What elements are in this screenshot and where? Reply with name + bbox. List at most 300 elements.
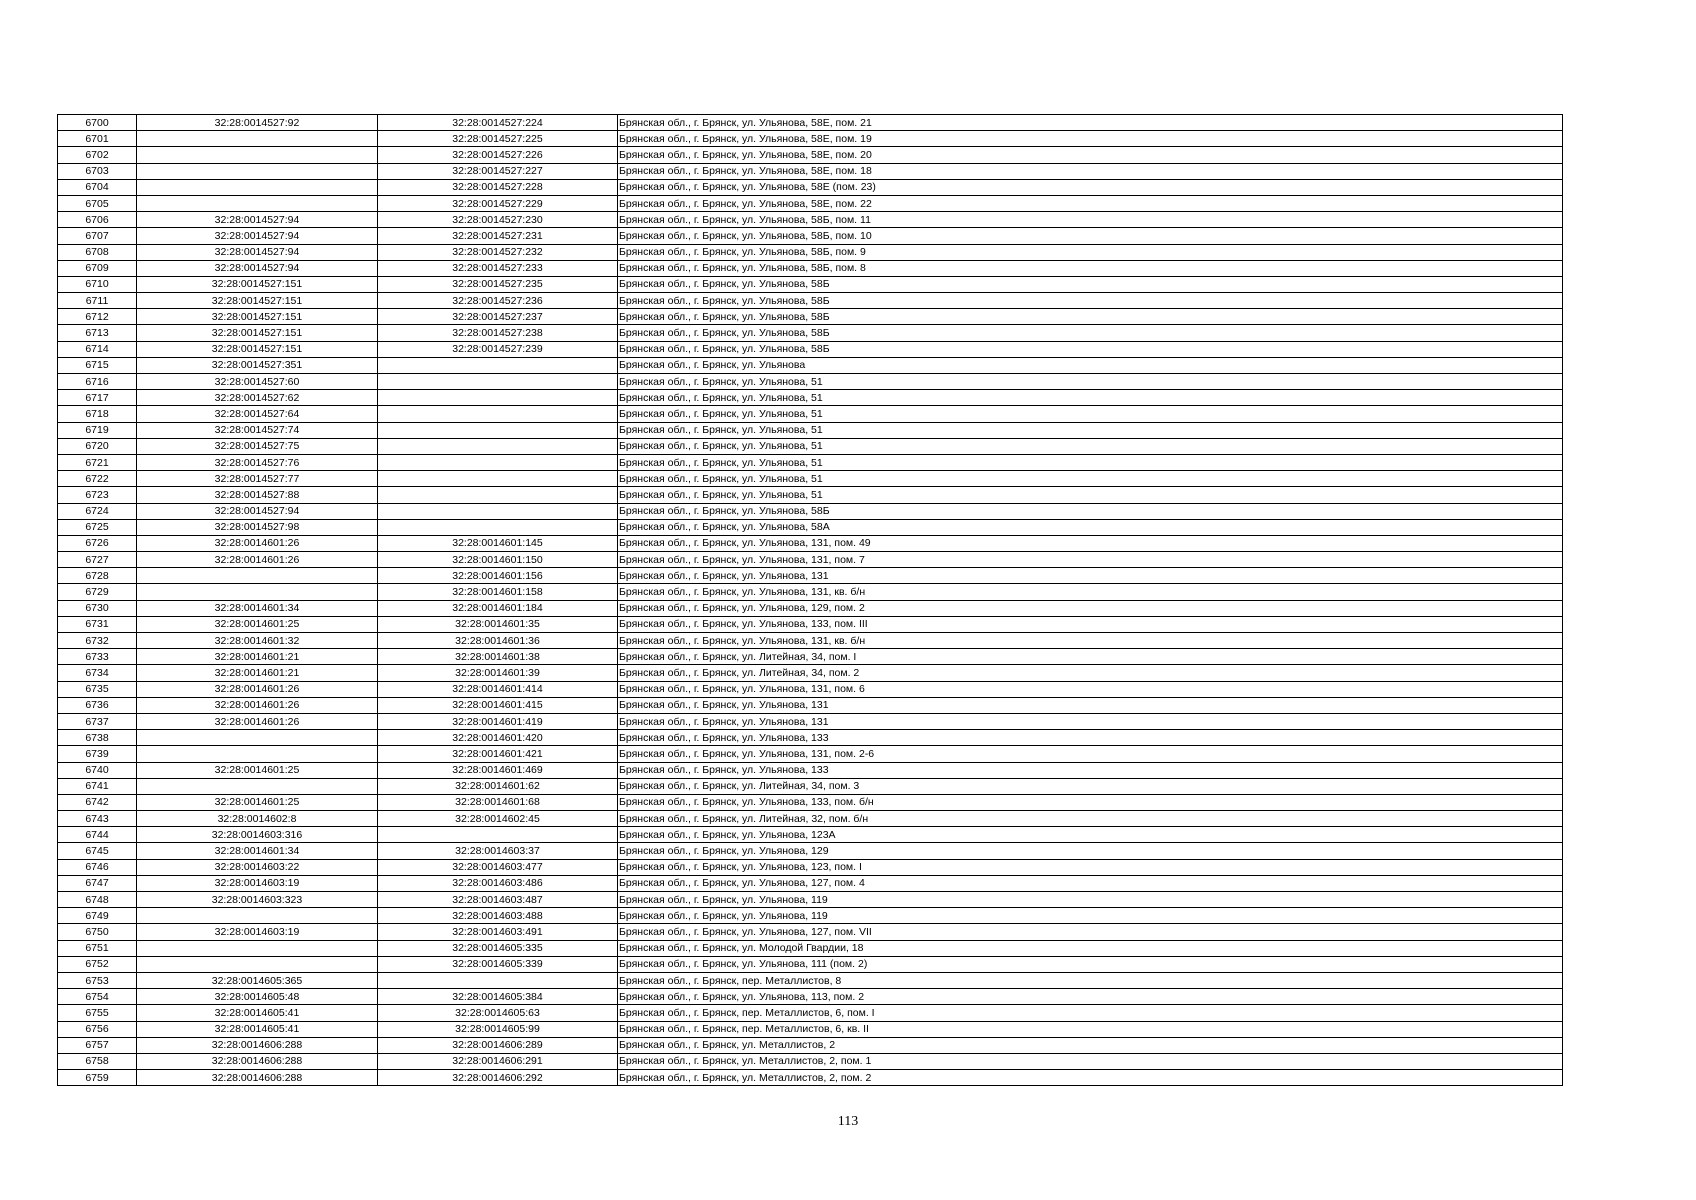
land-cadastral-number-cell: 32:28:0014603:323	[137, 892, 378, 908]
table-row	[58, 956, 1563, 972]
table-row	[58, 503, 1563, 519]
row-number-cell: 6710	[58, 276, 137, 292]
row-number-cell: 6745	[58, 843, 137, 859]
table-row	[58, 519, 1563, 535]
row-number-cell: 6717	[58, 390, 137, 406]
table-row	[58, 924, 1563, 940]
table-row	[58, 697, 1563, 713]
table-row	[58, 568, 1563, 584]
table-row	[58, 552, 1563, 568]
land-cadastral-number-cell: 32:28:0014527:151	[137, 276, 378, 292]
object-cadastral-number-cell	[378, 438, 618, 454]
object-cadastral-number-cell: 32:28:0014527:228	[378, 179, 618, 195]
object-cadastral-number-cell: 32:28:0014605:99	[378, 1021, 618, 1037]
object-cadastral-number-cell	[378, 487, 618, 503]
address-cell: Брянская обл., г. Брянск, ул. Ульянова, 58Е (пом. 23)	[618, 179, 1563, 195]
address-cell: Брянская обл., г. Брянск, ул. Ульянова, 129, пом. 2	[618, 600, 1563, 616]
row-number-cell: 6703	[58, 163, 137, 179]
object-cadastral-number-cell: 32:28:0014601:150	[378, 552, 618, 568]
row-number-cell: 6742	[58, 794, 137, 810]
land-cadastral-number-cell: 32:28:0014527:151	[137, 325, 378, 341]
row-number-cell: 6720	[58, 438, 137, 454]
table-row	[58, 1005, 1563, 1021]
row-number-cell: 6712	[58, 309, 137, 325]
object-cadastral-number-cell: 32:28:0014601:156	[378, 568, 618, 584]
land-cadastral-number-cell: 32:28:0014601:25	[137, 616, 378, 632]
object-cadastral-number-cell: 32:28:0014601:68	[378, 794, 618, 810]
object-cadastral-number-cell: 32:28:0014601:158	[378, 584, 618, 600]
address-cell: Брянская обл., г. Брянск, ул. Ульянова, 127, пом. VII	[618, 924, 1563, 940]
address-cell: Брянская обл., г. Брянск, пер. Металлистов, 6, пом. I	[618, 1005, 1563, 1021]
object-cadastral-number-cell	[378, 374, 618, 390]
row-number-cell: 6748	[58, 892, 137, 908]
land-cadastral-number-cell: 32:28:0014527:88	[137, 487, 378, 503]
address-cell: Брянская обл., г. Брянск, ул. Ульянова, 133, пом. б/н	[618, 794, 1563, 810]
table-row	[58, 147, 1563, 163]
row-number-cell: 6728	[58, 568, 137, 584]
table-row	[58, 179, 1563, 195]
object-cadastral-number-cell: 32:28:0014601:415	[378, 697, 618, 713]
table-row	[58, 762, 1563, 778]
object-cadastral-number-cell: 32:28:0014603:491	[378, 924, 618, 940]
object-cadastral-number-cell: 32:28:0014606:292	[378, 1070, 618, 1086]
object-cadastral-number-cell: 32:28:0014606:289	[378, 1037, 618, 1053]
table-row	[58, 778, 1563, 794]
object-cadastral-number-cell: 32:28:0014527:232	[378, 244, 618, 260]
object-cadastral-number-cell: 32:28:0014601:420	[378, 730, 618, 746]
land-cadastral-number-cell: 32:28:0014527:151	[137, 293, 378, 309]
address-cell: Брянская обл., г. Брянск, ул. Металлистов, 2, пом. 2	[618, 1070, 1563, 1086]
row-number-cell: 6730	[58, 600, 137, 616]
table-row	[58, 1070, 1563, 1086]
land-cadastral-number-cell: 32:28:0014527:64	[137, 406, 378, 422]
address-cell: Брянская обл., г. Брянск, ул. Ульянова, 58Б, пом. 9	[618, 244, 1563, 260]
table-row	[58, 293, 1563, 309]
land-cadastral-number-cell	[137, 568, 378, 584]
row-number-cell: 6756	[58, 1021, 137, 1037]
address-cell: Брянская обл., г. Брянск, ул. Ульянова, 51	[618, 422, 1563, 438]
address-cell: Брянская обл., г. Брянск, ул. Ульянова, 131, кв. б/н	[618, 584, 1563, 600]
table-row	[58, 195, 1563, 211]
table-row	[58, 633, 1563, 649]
object-cadastral-number-cell: 32:28:0014527:227	[378, 163, 618, 179]
table-row	[58, 454, 1563, 470]
table-row	[58, 616, 1563, 632]
address-cell: Брянская обл., г. Брянск, ул. Ульянова, 131, пом. 6	[618, 681, 1563, 697]
row-number-cell: 6725	[58, 519, 137, 535]
table-row	[58, 212, 1563, 228]
land-cadastral-number-cell: 32:28:0014527:94	[137, 244, 378, 260]
address-cell: Брянская обл., г. Брянск, ул. Ульянова, 51	[618, 390, 1563, 406]
table-row	[58, 341, 1563, 357]
object-cadastral-number-cell: 32:28:0014527:229	[378, 195, 618, 211]
row-number-cell: 6749	[58, 908, 137, 924]
row-number-cell: 6709	[58, 260, 137, 276]
table-row	[58, 875, 1563, 891]
land-cadastral-number-cell	[137, 908, 378, 924]
table-row	[58, 794, 1563, 810]
row-number-cell: 6700	[58, 115, 137, 131]
address-cell: Брянская обл., г. Брянск, пер. Металлистов, 8	[618, 972, 1563, 988]
object-cadastral-number-cell: 32:28:0014601:36	[378, 633, 618, 649]
address-cell: Брянская обл., г. Брянск, ул. Ульянова, 58Б	[618, 309, 1563, 325]
row-number-cell: 6713	[58, 325, 137, 341]
table-row	[58, 730, 1563, 746]
table-row	[58, 746, 1563, 762]
row-number-cell: 6729	[58, 584, 137, 600]
address-cell: Брянская обл., г. Брянск, ул. Ульянова, 133	[618, 762, 1563, 778]
land-cadastral-number-cell: 32:28:0014605:41	[137, 1021, 378, 1037]
object-cadastral-number-cell	[378, 827, 618, 843]
address-cell: Брянская обл., г. Брянск, ул. Металлистов, 2, пом. 1	[618, 1053, 1563, 1069]
table-row	[58, 228, 1563, 244]
object-cadastral-number-cell: 32:28:0014527:233	[378, 260, 618, 276]
land-cadastral-number-cell	[137, 956, 378, 972]
address-cell: Брянская обл., г. Брянск, ул. Ульянова, 131, пом. 2-6	[618, 746, 1563, 762]
address-cell: Брянская обл., г. Брянск, ул. Литейная, 32, пом. б/н	[618, 811, 1563, 827]
land-cadastral-number-cell: 32:28:0014527:92	[137, 115, 378, 131]
table-row	[58, 1053, 1563, 1069]
row-number-cell: 6741	[58, 778, 137, 794]
row-number-cell: 6715	[58, 357, 137, 373]
object-cadastral-number-cell	[378, 503, 618, 519]
row-number-cell: 6740	[58, 762, 137, 778]
row-number-cell: 6738	[58, 730, 137, 746]
land-cadastral-number-cell: 32:28:0014601:21	[137, 665, 378, 681]
table-row	[58, 115, 1563, 131]
row-number-cell: 6744	[58, 827, 137, 843]
table-row	[58, 422, 1563, 438]
address-cell: Брянская обл., г. Брянск, ул. Литейная, 34, пом. I	[618, 649, 1563, 665]
table-row	[58, 406, 1563, 422]
table-row	[58, 276, 1563, 292]
land-cadastral-number-cell: 32:28:0014601:34	[137, 600, 378, 616]
land-cadastral-number-cell	[137, 195, 378, 211]
address-cell: Брянская обл., г. Брянск, ул. Ульянова, 58Е, пом. 20	[618, 147, 1563, 163]
row-number-cell: 6743	[58, 811, 137, 827]
row-number-cell: 6714	[58, 341, 137, 357]
address-cell: Брянская обл., г. Брянск, ул. Ульянова, 58Б	[618, 293, 1563, 309]
land-cadastral-number-cell	[137, 940, 378, 956]
object-cadastral-number-cell: 32:28:0014601:39	[378, 665, 618, 681]
land-cadastral-number-cell	[137, 746, 378, 762]
table-row	[58, 681, 1563, 697]
row-number-cell: 6732	[58, 633, 137, 649]
object-cadastral-number-cell: 32:28:0014527:225	[378, 131, 618, 147]
address-cell: Брянская обл., г. Брянск, ул. Ульянова, 131, пом. 49	[618, 535, 1563, 551]
object-cadastral-number-cell: 32:28:0014601:184	[378, 600, 618, 616]
address-cell: Брянская обл., г. Брянск, ул. Литейная, 34, пом. 3	[618, 778, 1563, 794]
table-row	[58, 357, 1563, 373]
table-row	[58, 309, 1563, 325]
object-cadastral-number-cell: 32:28:0014527:230	[378, 212, 618, 228]
land-cadastral-number-cell: 32:28:0014601:26	[137, 713, 378, 729]
address-cell: Брянская обл., г. Брянск, ул. Ульянова, 58Е, пом. 22	[618, 195, 1563, 211]
object-cadastral-number-cell: 32:28:0014527:231	[378, 228, 618, 244]
land-cadastral-number-cell: 32:28:0014527:94	[137, 212, 378, 228]
address-cell: Брянская обл., г. Брянск, ул. Литейная, 34, пом. 2	[618, 665, 1563, 681]
object-cadastral-number-cell: 32:28:0014601:62	[378, 778, 618, 794]
object-cadastral-number-cell: 32:28:0014603:488	[378, 908, 618, 924]
object-cadastral-number-cell: 32:28:0014601:35	[378, 616, 618, 632]
address-cell: Брянская обл., г. Брянск, ул. Ульянова, 133	[618, 730, 1563, 746]
object-cadastral-number-cell: 32:28:0014527:238	[378, 325, 618, 341]
land-cadastral-number-cell: 32:28:0014527:351	[137, 357, 378, 373]
table-row	[58, 600, 1563, 616]
object-cadastral-number-cell: 32:28:0014605:335	[378, 940, 618, 956]
land-cadastral-number-cell: 32:28:0014602:8	[137, 811, 378, 827]
row-number-cell: 6719	[58, 422, 137, 438]
land-cadastral-number-cell: 32:28:0014603:316	[137, 827, 378, 843]
address-cell: Брянская обл., г. Брянск, ул. Ульянова, 58Е, пом. 21	[618, 115, 1563, 131]
object-cadastral-number-cell: 32:28:0014527:237	[378, 309, 618, 325]
row-number-cell: 6707	[58, 228, 137, 244]
row-number-cell: 6722	[58, 471, 137, 487]
address-cell: Брянская обл., г. Брянск, ул. Ульянова, 123А	[618, 827, 1563, 843]
table-row	[58, 390, 1563, 406]
land-cadastral-number-cell: 32:28:0014603:22	[137, 859, 378, 875]
table-row	[58, 487, 1563, 503]
table-row	[58, 260, 1563, 276]
land-cadastral-number-cell: 32:28:0014606:288	[137, 1070, 378, 1086]
address-cell: Брянская обл., г. Брянск, ул. Ульянова, 123, пом. I	[618, 859, 1563, 875]
address-cell: Брянская обл., г. Брянск, ул. Ульянова, 58Б	[618, 325, 1563, 341]
land-cadastral-number-cell: 32:28:0014527:94	[137, 260, 378, 276]
row-number-cell: 6747	[58, 875, 137, 891]
object-cadastral-number-cell: 32:28:0014601:414	[378, 681, 618, 697]
land-cadastral-number-cell: 32:28:0014603:19	[137, 924, 378, 940]
table-row	[58, 649, 1563, 665]
table-row	[58, 535, 1563, 551]
land-cadastral-number-cell	[137, 584, 378, 600]
land-cadastral-number-cell: 32:28:0014605:48	[137, 989, 378, 1005]
address-cell: Брянская обл., г. Брянск, ул. Ульянова, 131	[618, 697, 1563, 713]
land-cadastral-number-cell: 32:28:0014601:21	[137, 649, 378, 665]
object-cadastral-number-cell: 32:28:0014601:38	[378, 649, 618, 665]
land-cadastral-number-cell: 32:28:0014606:288	[137, 1053, 378, 1069]
land-cadastral-number-cell: 32:28:0014527:94	[137, 228, 378, 244]
address-cell: Брянская обл., г. Брянск, ул. Металлистов, 2	[618, 1037, 1563, 1053]
land-cadastral-number-cell	[137, 179, 378, 195]
address-cell: Брянская обл., г. Брянск, ул. Ульянова, 58Б	[618, 276, 1563, 292]
land-cadastral-number-cell	[137, 147, 378, 163]
object-cadastral-number-cell: 32:28:0014527:235	[378, 276, 618, 292]
table-row	[58, 859, 1563, 875]
land-cadastral-number-cell: 32:28:0014527:151	[137, 341, 378, 357]
table-row	[58, 244, 1563, 260]
land-cadastral-number-cell: 32:28:0014605:41	[137, 1005, 378, 1021]
object-cadastral-number-cell: 32:28:0014527:226	[378, 147, 618, 163]
object-cadastral-number-cell: 32:28:0014527:239	[378, 341, 618, 357]
table-row	[58, 325, 1563, 341]
object-cadastral-number-cell: 32:28:0014603:487	[378, 892, 618, 908]
table-row	[58, 827, 1563, 843]
table-row	[58, 1021, 1563, 1037]
address-cell: Брянская обл., г. Брянск, ул. Ульянова, 131, пом. 7	[618, 552, 1563, 568]
address-cell: Брянская обл., г. Брянск, ул. Ульянова, 51	[618, 454, 1563, 470]
object-cadastral-number-cell: 32:28:0014601:421	[378, 746, 618, 762]
address-cell: Брянская обл., г. Брянск, ул. Ульянова, 131	[618, 568, 1563, 584]
address-cell: Брянская обл., г. Брянск, ул. Ульянова, 51	[618, 487, 1563, 503]
row-number-cell: 6752	[58, 956, 137, 972]
row-number-cell: 6711	[58, 293, 137, 309]
address-cell: Брянская обл., г. Брянск, ул. Ульянова, 111 (пом. 2)	[618, 956, 1563, 972]
row-number-cell: 6723	[58, 487, 137, 503]
land-cadastral-number-cell: 32:28:0014527:94	[137, 503, 378, 519]
land-cadastral-number-cell: 32:28:0014603:19	[137, 875, 378, 891]
address-cell: Брянская обл., г. Брянск, ул. Ульянова, 119	[618, 908, 1563, 924]
page-number: 113	[837, 1114, 859, 1129]
land-cadastral-number-cell: 32:28:0014527:62	[137, 390, 378, 406]
table-row	[58, 972, 1563, 988]
land-cadastral-number-cell	[137, 778, 378, 794]
address-cell: Брянская обл., г. Брянск, ул. Ульянова, 131, кв. б/н	[618, 633, 1563, 649]
address-cell: Брянская обл., г. Брянск, ул. Ульянова, 133, пом. III	[618, 616, 1563, 632]
table-row	[58, 374, 1563, 390]
table-row	[58, 665, 1563, 681]
object-cadastral-number-cell	[378, 390, 618, 406]
row-number-cell: 6736	[58, 697, 137, 713]
row-number-cell: 6751	[58, 940, 137, 956]
land-cadastral-number-cell: 32:28:0014601:26	[137, 552, 378, 568]
object-cadastral-number-cell	[378, 422, 618, 438]
land-cadastral-number-cell: 32:28:0014601:26	[137, 681, 378, 697]
land-cadastral-number-cell: 32:28:0014527:77	[137, 471, 378, 487]
address-cell: Брянская обл., г. Брянск, ул. Ульянова, 127, пом. 4	[618, 875, 1563, 891]
object-cadastral-number-cell: 32:28:0014605:63	[378, 1005, 618, 1021]
object-cadastral-number-cell	[378, 519, 618, 535]
row-number-cell: 6759	[58, 1070, 137, 1086]
land-cadastral-number-cell	[137, 163, 378, 179]
land-cadastral-number-cell: 32:28:0014527:75	[137, 438, 378, 454]
object-cadastral-number-cell	[378, 454, 618, 470]
table-row	[58, 892, 1563, 908]
object-cadastral-number-cell	[378, 357, 618, 373]
row-number-cell: 6701	[58, 131, 137, 147]
land-cadastral-number-cell: 32:28:0014527:74	[137, 422, 378, 438]
row-number-cell: 6718	[58, 406, 137, 422]
object-cadastral-number-cell: 32:28:0014606:291	[378, 1053, 618, 1069]
address-cell: Брянская обл., г. Брянск, ул. Ульянова, 58Е, пом. 19	[618, 131, 1563, 147]
address-cell: Брянская обл., г. Брянск, ул. Ульянова, 51	[618, 438, 1563, 454]
object-cadastral-number-cell: 32:28:0014603:37	[378, 843, 618, 859]
table-row	[58, 438, 1563, 454]
address-cell: Брянская обл., г. Брянск, ул. Ульянова, 58Б	[618, 503, 1563, 519]
object-cadastral-number-cell: 32:28:0014605:384	[378, 989, 618, 1005]
row-number-cell: 6758	[58, 1053, 137, 1069]
address-cell: Брянская обл., г. Брянск, ул. Ульянова, 113, пом. 2	[618, 989, 1563, 1005]
land-cadastral-number-cell: 32:28:0014527:60	[137, 374, 378, 390]
row-number-cell: 6757	[58, 1037, 137, 1053]
land-cadastral-number-cell: 32:28:0014606:288	[137, 1037, 378, 1053]
address-cell: Брянская обл., г. Брянск, ул. Ульянова, 131	[618, 713, 1563, 729]
address-cell: Брянская обл., г. Брянск, ул. Ульянова, 119	[618, 892, 1563, 908]
row-number-cell: 6724	[58, 503, 137, 519]
row-number-cell: 6735	[58, 681, 137, 697]
property-registry-table	[57, 114, 1563, 1086]
row-number-cell: 6716	[58, 374, 137, 390]
row-number-cell: 6739	[58, 746, 137, 762]
object-cadastral-number-cell: 32:28:0014605:339	[378, 956, 618, 972]
table-row	[58, 163, 1563, 179]
object-cadastral-number-cell: 32:28:0014527:236	[378, 293, 618, 309]
table-row	[58, 471, 1563, 487]
row-number-cell: 6750	[58, 924, 137, 940]
object-cadastral-number-cell: 32:28:0014527:224	[378, 115, 618, 131]
row-number-cell: 6754	[58, 989, 137, 1005]
address-cell: Брянская обл., г. Брянск, ул. Ульянова, 58Б, пом. 8	[618, 260, 1563, 276]
land-cadastral-number-cell: 32:28:0014527:151	[137, 309, 378, 325]
table-row	[58, 713, 1563, 729]
address-cell: Брянская обл., г. Брянск, ул. Молодой Гвардии, 18	[618, 940, 1563, 956]
address-cell: Брянская обл., г. Брянск, ул. Ульянова, 58А	[618, 519, 1563, 535]
row-number-cell: 6706	[58, 212, 137, 228]
land-cadastral-number-cell	[137, 730, 378, 746]
object-cadastral-number-cell: 32:28:0014601:145	[378, 535, 618, 551]
address-cell: Брянская обл., г. Брянск, ул. Ульянова, 51	[618, 406, 1563, 422]
address-cell: Брянская обл., г. Брянск, ул. Ульянова	[618, 357, 1563, 373]
row-number-cell: 6737	[58, 713, 137, 729]
land-cadastral-number-cell: 32:28:0014601:25	[137, 794, 378, 810]
address-cell: Брянская обл., г. Брянск, ул. Ульянова, 51	[618, 374, 1563, 390]
row-number-cell: 6721	[58, 454, 137, 470]
row-number-cell: 6731	[58, 616, 137, 632]
row-number-cell: 6705	[58, 195, 137, 211]
row-number-cell: 6746	[58, 859, 137, 875]
row-number-cell: 6755	[58, 1005, 137, 1021]
land-cadastral-number-cell: 32:28:0014601:25	[137, 762, 378, 778]
row-number-cell: 6726	[58, 535, 137, 551]
land-cadastral-number-cell: 32:28:0014527:76	[137, 454, 378, 470]
row-number-cell: 6753	[58, 972, 137, 988]
land-cadastral-number-cell: 32:28:0014527:98	[137, 519, 378, 535]
land-cadastral-number-cell: 32:28:0014601:26	[137, 697, 378, 713]
address-cell: Брянская обл., г. Брянск, пер. Металлистов, 6, кв. II	[618, 1021, 1563, 1037]
table-row	[58, 131, 1563, 147]
row-number-cell: 6733	[58, 649, 137, 665]
object-cadastral-number-cell	[378, 406, 618, 422]
object-cadastral-number-cell: 32:28:0014602:45	[378, 811, 618, 827]
row-number-cell: 6704	[58, 179, 137, 195]
land-cadastral-number-cell	[137, 131, 378, 147]
land-cadastral-number-cell: 32:28:0014601:32	[137, 633, 378, 649]
address-cell: Брянская обл., г. Брянск, ул. Ульянова, 129	[618, 843, 1563, 859]
object-cadastral-number-cell	[378, 972, 618, 988]
address-cell: Брянская обл., г. Брянск, ул. Ульянова, 58Б	[618, 341, 1563, 357]
object-cadastral-number-cell	[378, 471, 618, 487]
land-cadastral-number-cell: 32:28:0014605:365	[137, 972, 378, 988]
row-number-cell: 6734	[58, 665, 137, 681]
row-number-cell: 6702	[58, 147, 137, 163]
table-row	[58, 584, 1563, 600]
object-cadastral-number-cell: 32:28:0014601:469	[378, 762, 618, 778]
address-cell: Брянская обл., г. Брянск, ул. Ульянова, 58Б, пом. 10	[618, 228, 1563, 244]
address-cell: Брянская обл., г. Брянск, ул. Ульянова, 58Б, пом. 11	[618, 212, 1563, 228]
object-cadastral-number-cell: 32:28:0014603:486	[378, 875, 618, 891]
table-row	[58, 1037, 1563, 1053]
address-cell: Брянская обл., г. Брянск, ул. Ульянова, 58Е, пом. 18	[618, 163, 1563, 179]
table-row	[58, 908, 1563, 924]
table-row	[58, 989, 1563, 1005]
land-cadastral-number-cell: 32:28:0014601:26	[137, 535, 378, 551]
object-cadastral-number-cell: 32:28:0014601:419	[378, 713, 618, 729]
table-row	[58, 811, 1563, 827]
row-number-cell: 6727	[58, 552, 137, 568]
registry-table-body	[58, 115, 1563, 1086]
object-cadastral-number-cell: 32:28:0014603:477	[378, 859, 618, 875]
table-row	[58, 940, 1563, 956]
table-row	[58, 843, 1563, 859]
